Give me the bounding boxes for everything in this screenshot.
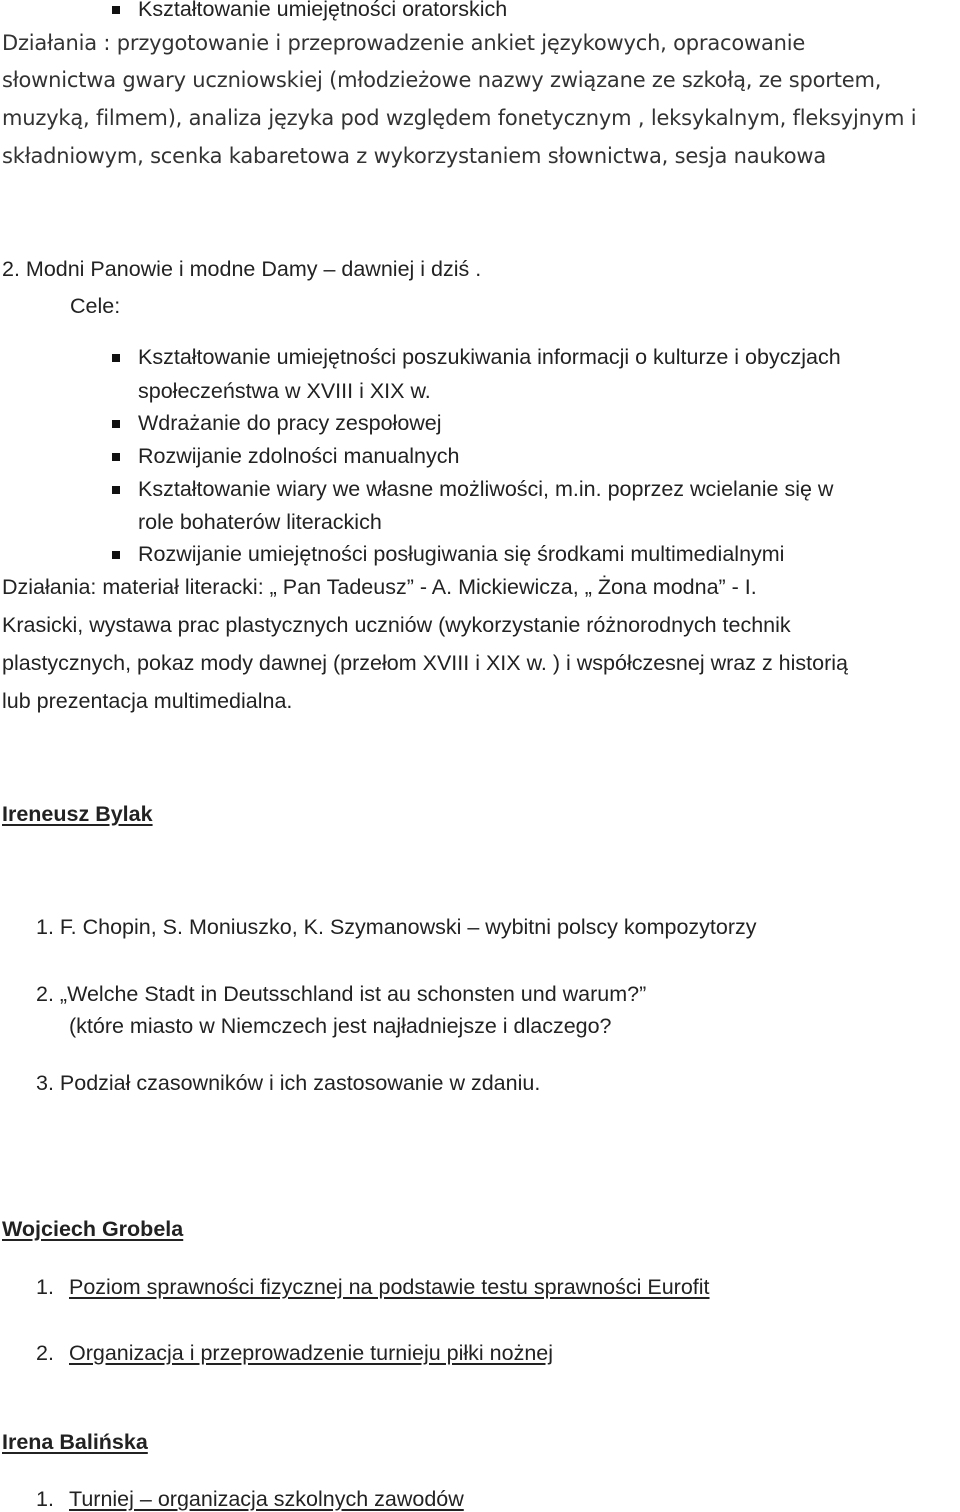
topic-number: 1.	[36, 1275, 54, 1299]
bullet-square	[112, 486, 120, 494]
actions-line: plastycznych, pokaz mody dawnej (przełom XVIII i XIX w. ) i współczesnej wraz z historią	[2, 651, 848, 675]
teacher-name: Irena Balińska	[2, 1430, 148, 1454]
actions-line: Działania: materiał literacki: „ Pan Tadeusz” - A. Mickiewicza, „ Żona modna” - I.	[2, 575, 757, 599]
goal-item: Kształtowanie umiejętności poszukiwania informacji o kulturze i obyczjach	[138, 345, 841, 369]
goal-item: Kształtowanie wiary we własne możliwości, m.in. poprzez wcielanie się w	[138, 477, 834, 501]
topic-item: Turniej – organizacja szkolnych zawodów	[69, 1487, 464, 1511]
actions-line: słownictwa gwary uczniowskiej (młodzieżowe nazwy związane ze szkołą, ze sportem,	[2, 68, 882, 92]
actions-line: Krasicki, wystawa prac plastycznych uczniów (wykorzystanie różnorodnych technik	[2, 613, 791, 637]
bullet-square	[112, 354, 120, 362]
topic-item: 2. „Welche Stadt in Deutsschland ist au schonsten und warum?”	[36, 982, 647, 1006]
topic-number: 1.	[36, 1487, 54, 1511]
actions-line: składniowym, scenka kabaretowa z wykorzystaniem słownictwa, sesja naukowa	[2, 144, 826, 168]
actions-line: Działania : przygotowanie i przeprowadzenie ankiet językowych, opracowanie	[2, 31, 806, 55]
topic-number: 2.	[36, 1341, 54, 1365]
goal-item: Wdrażanie do pracy zespołowej	[138, 411, 442, 435]
actions-line: lub prezentacja multimedialna.	[2, 689, 293, 713]
goals-label: Cele:	[70, 294, 121, 318]
actions-line: muzyką, filmem), analiza języka pod względem fonetycznym , leksykalnym, fleksyjnym i	[2, 106, 917, 130]
bullet-square	[112, 551, 120, 559]
bullet-square	[112, 6, 120, 14]
goal-item-continuation: społeczeństwa w XVIII i XIX w.	[138, 379, 431, 403]
topic-item: 3. Podział czasowników i ich zastosowanie w zdaniu.	[36, 1071, 541, 1095]
teacher-name: Ireneusz Bylak	[2, 802, 153, 826]
topic-item: Poziom sprawności fizycznej na podstawie testu sprawności Eurofit	[69, 1275, 710, 1299]
topic-item: 1. F. Chopin, S. Moniuszko, K. Szymanowski – wybitni polscy kompozytorzy	[36, 915, 757, 939]
bullet-square	[112, 453, 120, 461]
goal-item: Rozwijanie zdolności manualnych	[138, 444, 460, 468]
goal-item: Kształtowanie umiejętności oratorskich	[138, 0, 508, 21]
goal-item-continuation: role bohaterów literackich	[138, 510, 382, 534]
teacher-name: Wojciech Grobela	[2, 1217, 184, 1241]
goal-item: Rozwijanie umiejętności posługiwania się środkami multimedialnymi	[138, 542, 785, 566]
section-title: 2. Modni Panowie i modne Damy – dawniej i dziś .	[2, 257, 482, 281]
topic-item: Organizacja i przeprowadzenie turnieju piłki nożnej	[69, 1341, 554, 1365]
bullet-square	[112, 420, 120, 428]
topic-item-translation: (które miasto w Niemczech jest najładniejsze i dlaczego?	[69, 1014, 612, 1038]
